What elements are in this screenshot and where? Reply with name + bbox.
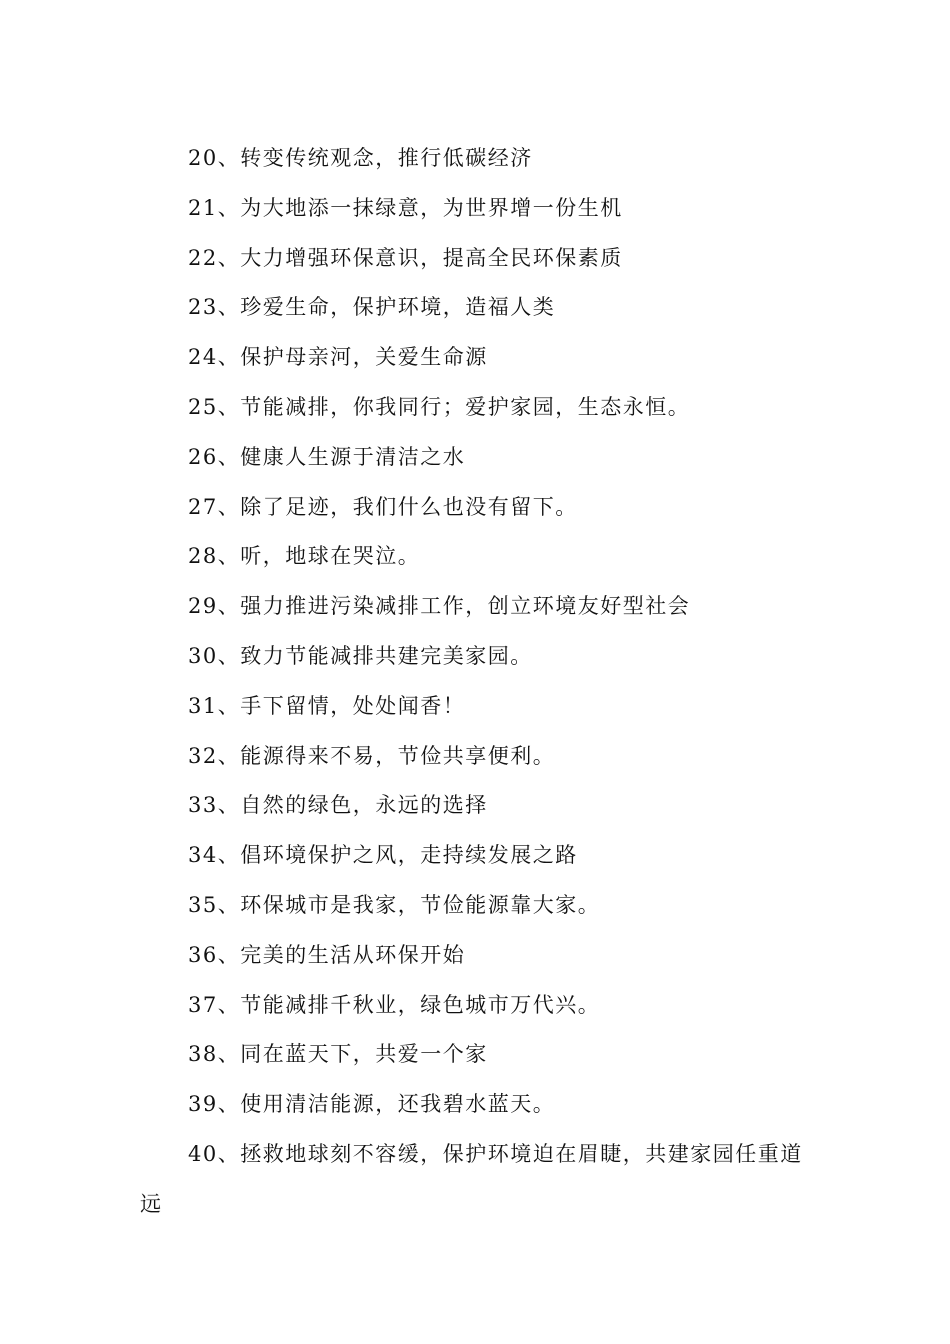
list-item: 28、听，地球在哭泣。 (188, 544, 421, 569)
list-item: 30、致力节能减排共建完美家园。 (188, 643, 533, 668)
list-item: 40、拯救地球刻不容缓，保护环境迫在眉睫，共建家园任重道远 (140, 1141, 803, 1216)
list-item: 24、保护母亲河，关爱生命源 (188, 345, 488, 370)
list-item: 20、转变传统观念，推行低碳经济 (188, 146, 533, 170)
list-item: 29、强力推进污染减排工作，创立环境友好型社会 (188, 594, 691, 619)
list-item: 38、同在蓝天下，共爱一个家 (188, 1042, 488, 1067)
list-item: 39、使用清洁能源，还我碧水蓝天。 (188, 1092, 556, 1117)
list-item: 31、手下留情，处处闻香！ (188, 693, 466, 718)
list-item: 21、为大地添一抹绿意，为世界增一份生机 (188, 195, 623, 220)
slogan-list (140, 134, 820, 1230)
list-item: 27、除了足迹，我们什么也没有留下。 (188, 494, 578, 519)
list-item: 35、环保城市是我家，节俭能源靠大家。 (188, 892, 601, 917)
list-item: 25、节能减排，你我同行；爱护家园，生态永恒。 (188, 394, 691, 419)
list-item: 33、自然的绿色，永远的选择 (188, 793, 488, 818)
list-item: 22、大力增强环保意识，提高全民环保素质 (188, 245, 623, 270)
list-item: 36、完美的生活从环保开始 (188, 942, 466, 967)
list-item: 23、珍爱生命，保护环境，造福人类 (188, 295, 556, 320)
list-item: 32、能源得来不易，节俭共享便利。 (188, 743, 556, 768)
list-item: 26、健康人生源于清洁之水 (188, 444, 466, 469)
list-item: 37、节能减排千秋业，绿色城市万代兴。 (188, 992, 601, 1017)
list-item: 34、倡环境保护之风，走持续发展之路 (188, 843, 578, 868)
